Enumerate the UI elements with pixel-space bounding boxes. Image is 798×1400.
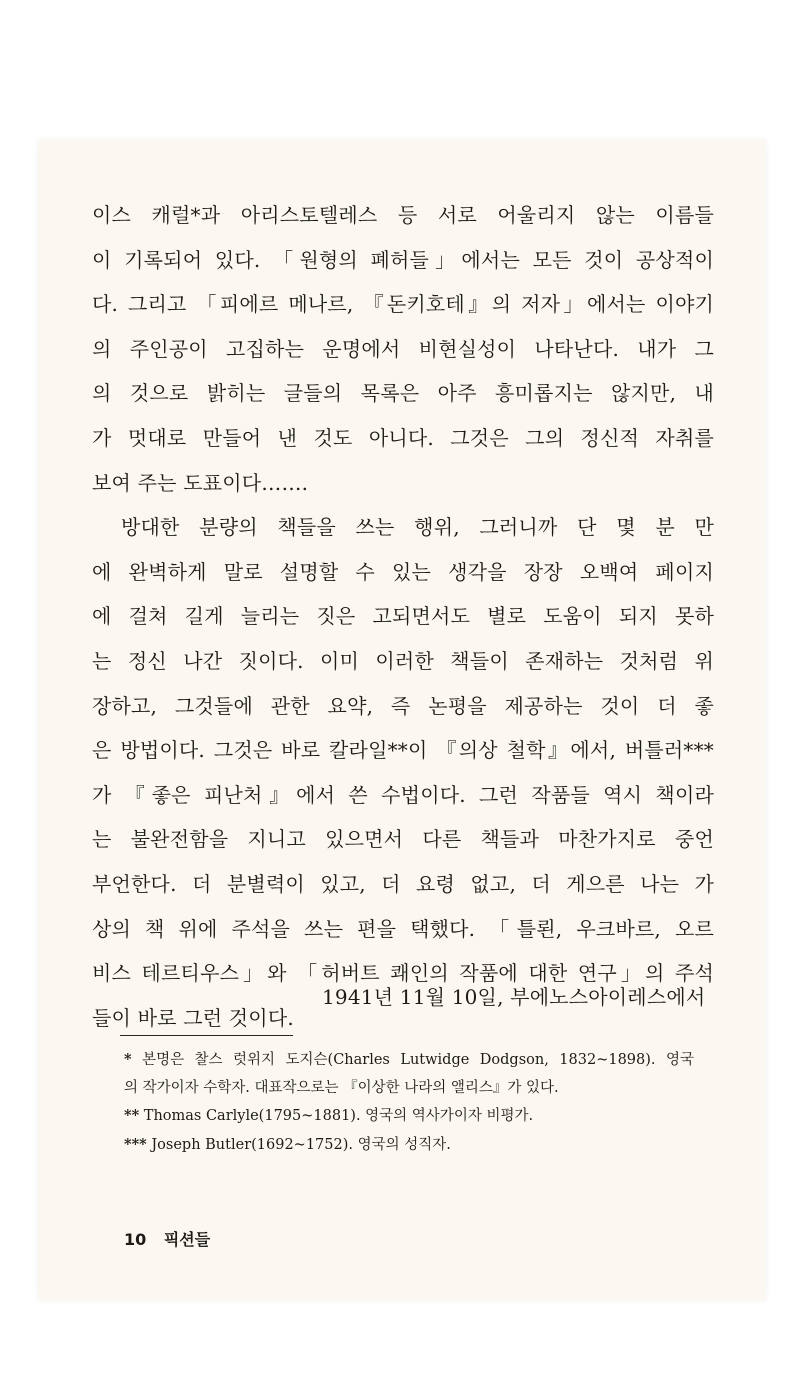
body-line: 이스 캐럴*과 아리스토텔레스 등 서로 어울리지 않는 이름들: [92, 203, 714, 227]
body-line: 가 『좋은 피난처』에서 쓴 수법이다. 그런 작품들 역시 책이라: [92, 782, 714, 807]
body-line: 방대한 분량의 책들을 쓰는 행위, 그러니까 단 몇 분 만: [121, 515, 714, 540]
body-line: 는 불완전함을 지니고 있으면서 다른 책들과 마찬가지로 중언: [92, 827, 714, 852]
footnote-divider: [120, 1035, 293, 1036]
body-line: 상의 책 위에 주석을 쓰는 편을 택했다. 「틀뢴, 우크바르, 오르: [92, 916, 714, 941]
body-line: 비스 테르티우스」와 「허버트 쾌인의 작품에 대한 연구」의 주석: [92, 961, 714, 986]
dateline: 1941년 11월 10일, 부에노스아이레스에서: [322, 985, 706, 1009]
body-line: 에 완벽하게 말로 설명할 수 있는 생각을 장장 오백여 페이지: [92, 559, 714, 584]
footnote: [124, 1102, 694, 1131]
footnote-text: Thomas Carlyle(1795~1881). 영국의 역사가이자 비평가.: [143, 1108, 534, 1125]
page-number: 10: [124, 1230, 147, 1249]
running-title: 픽션들: [163, 1230, 211, 1249]
footnote-mark: **: [124, 1107, 140, 1125]
body-line: 보여 주는 도표이다…….: [92, 470, 309, 495]
footnote: [124, 1131, 694, 1160]
body-line: 는 정신 나간 짓이다. 이미 이러한 책들이 존재하는 것처럼 위: [92, 648, 714, 673]
footnote-mark: ***: [124, 1135, 147, 1153]
body-line: 의 것으로 밝히는 글들의 목록은 아주 흥미롭지는 않지만, 내: [92, 381, 714, 406]
footnote-text: Joseph Butler(1692~1752). 영국의 성직자.: [151, 1136, 451, 1153]
body-line: 다. 그리고 「피에르 메나르, 『돈키호테』의 저자」에서는 이야기: [92, 292, 714, 317]
body-line: 가 멋대로 만들어 낸 것도 아니다. 그것은 그의 정신적 자취를: [92, 425, 714, 450]
footnote: [124, 1046, 694, 1075]
body-line: 부언한다. 더 분별력이 있고, 더 요령 없고, 더 게으른 나는 가: [92, 871, 714, 896]
footnote: [124, 1075, 694, 1103]
body-line: 장하고, 그것들에 관한 요약, 즉 논평을 제공하는 것이 더 좋: [92, 693, 714, 718]
footnote-text: 의 작가이자 수학자. 대표작으로는 『이상한 나라의 앨리스』가 있다.: [124, 1079, 559, 1096]
body-line: 들이 바로 그런 것이다.: [92, 1005, 294, 1030]
body-text: [92, 193, 714, 1040]
body-line: 에 걸쳐 길게 늘리는 짓은 고되면서도 별로 도움이 되지 못하: [92, 604, 714, 629]
body-line: 의 주인공이 고집하는 운명에서 비현실성이 나타난다. 내가 그: [92, 336, 714, 361]
footnote-text: 본명은 찰스 럿위지 도지슨(Charles Lutwidge Dodgson, 1832~1898). 영국: [142, 1052, 694, 1068]
page-footer: [124, 1228, 210, 1252]
body-line: 이 기록되어 있다. 「원형의 폐허들」에서는 모든 것이 공상적이: [92, 247, 714, 272]
footnote-mark: *: [124, 1051, 132, 1068]
footnotes: [124, 1046, 694, 1159]
body-line: 은 방법이다. 그것은 바로 칼라일**이 『의상 철학』에서, 버틀러***: [92, 738, 714, 763]
